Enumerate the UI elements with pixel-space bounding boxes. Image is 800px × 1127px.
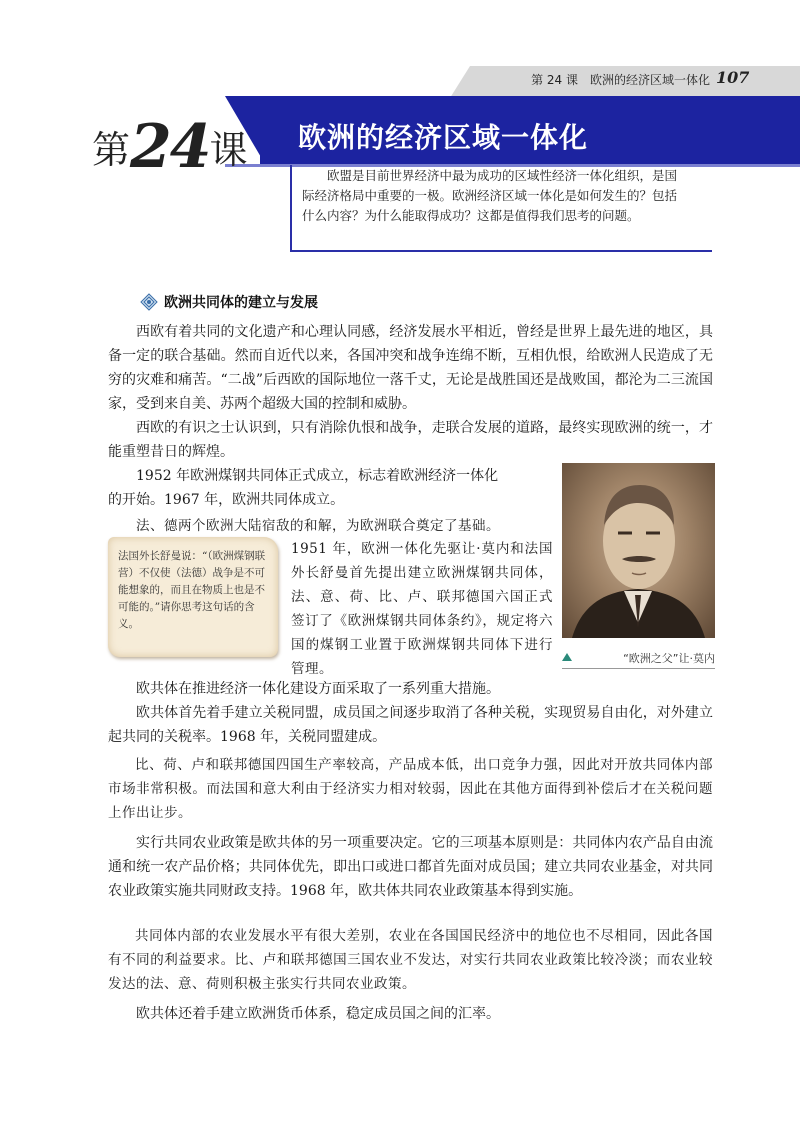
jean-monnet-photo (562, 463, 715, 638)
portrait-figure (562, 463, 715, 638)
paragraph-5: 欧共体首先着手建立关税同盟，成员国之间逐步取消了各种关税，实现贸易自由化，对外建立起共同的关税率。1968 年，关税同盟建成。 (108, 705, 713, 745)
paragraph-4: 欧共体在推进经济一体化建设方面采取了一系列重大措施。 (136, 681, 500, 697)
running-title: 第 24 课 欧洲的经济区域一体化 (531, 73, 710, 87)
paragraph-1: 西欧有着共同的文化遗产和心理认同感，经济发展水平相近，曾经是世界上最先进的地区，具备一定的联合基础。然而自近代以来，各国冲突和战争连绵不断，互相仇恨，给欧洲人民造成了无穷的灾难和痛苦。“二战”后西欧的国际地位一落千丈，无论是战胜国还是战败国，都沦为二三流国家，受到来自美、苏两个超级大国的控制和威胁。 (108, 324, 713, 412)
page-number: 107 (716, 68, 750, 87)
lesson-title: 欧洲的经济区域一体化 (298, 121, 589, 154)
lesson-number (92, 112, 248, 182)
lesson-number-digits: 24 (130, 112, 210, 182)
diamond-emblem-icon (140, 293, 158, 311)
paragraph-7: 欧共体还着手建立欧洲货币体系，稳定成员国之间的汇率。 (136, 1006, 500, 1022)
highlight-paragraph-1-rest: 1951 年，欧洲一体化先驱让·莫内和法国外长舒曼首先提出建立欧洲煤钢共同体，法、意、荷、比、卢、联邦德国六国正式签订了《欧洲煤钢共同体条约》，规定将六国的煤钢工业置于欧洲煤钢共同体下进行管理。 (291, 541, 553, 677)
highlight-paragraph-1-line-1: 法、德两个欧洲大陆宿敌的和解，为欧洲联合奠定了基础。 (136, 518, 500, 534)
paragraph-3-line-1: 1952 年欧洲煤钢共同体正式成立，标志着欧洲经济一体化 (136, 468, 499, 484)
intro-text: 欧盟是目前世界经济中最为成功的区域性经济一体化组织，是国际经济格局中重要的一极。欧洲经济区域一体化是如何发生的？包括什么内容？为什么能取得成功？这都是值得我们思考的问题。 (302, 168, 678, 223)
section-heading (140, 292, 318, 312)
note-text: 法国外长舒曼说：“（欧洲煤钢联营）不仅使（法德）战争是不可能想象的，而且在物质上也是不可能的。”请你思考这句话的含义。 (118, 550, 266, 630)
lesson-suffix: 课 (209, 128, 248, 172)
paragraph-6: 实行共同农业政策是欧共体的另一项重要决定。它的三项基本原则是：共同体内农产品自由流通和统一农产品价格；共同体优先，即出口或进口都首先面对成员国；建立共同农业基金，对共同农业政策实施共同财政支持。1968 年，欧共体共同农业政策基本得到实施。 (108, 835, 713, 899)
photo-caption: “欧洲之父”让·莫内 (623, 652, 715, 665)
caption-divider (562, 668, 715, 669)
paragraph-2: 西欧的有识之士认识到，只有消除仇恨和战争，走联合发展的道路，最终实现欧洲的统一，才能重塑昔日的辉煌。 (108, 420, 713, 460)
lesson-prefix: 第 (92, 128, 131, 172)
highlight-paragraph-2: 比、荷、卢和联邦德国四国生产率较高，产品成本低，出口竞争力强，因此对开放共同体内部市场非常积极。而法国和意大利由于经济实力相对较弱，因此在其他方面得到补偿后才在关税问题上作出让步。 (108, 757, 713, 821)
paragraph-3-line-2: 的开始。1967 年，欧洲共同体成立。 (108, 492, 345, 508)
section-heading-text: 欧洲共同体的建立与发展 (164, 295, 318, 311)
highlight-paragraph-3: 共同体内部的农业发展水平有很大差别，农业在各国国民经济中的地位也不尽相同，因此各国有不同的利益要求。比、卢和联邦德国三国农业不发达，对实行共同农业政策比较冷淡；而农业较发达的法、意、荷则积极主张实行共同农业政策。 (108, 928, 713, 992)
